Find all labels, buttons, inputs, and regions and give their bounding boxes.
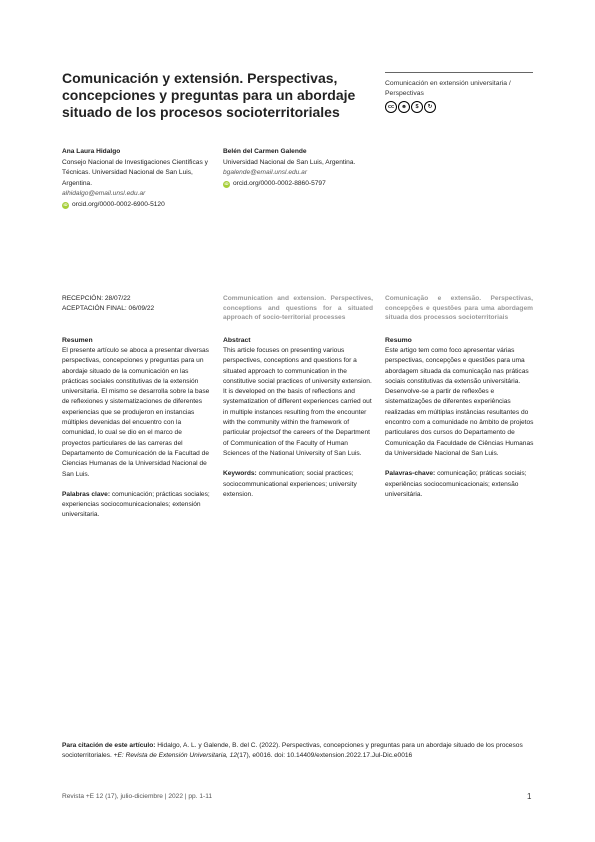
orcid-icon: iD xyxy=(224,180,229,186)
abstract-heading: Resumo xyxy=(385,337,412,344)
by-icon: ☻ xyxy=(398,101,410,113)
received-date: RECEPCIÓN: 28/07/22 xyxy=(62,295,131,302)
abstract-heading: Resumen xyxy=(62,337,93,344)
keywords-text: communication; social practices; sociocommunicational experiences; university extension. xyxy=(223,470,357,498)
portuguese-title: Comunicação e extensão. Perspectivas, concepções e questões para uma abordagem situada dos processos socioterritoriais xyxy=(385,295,533,321)
orcid-link[interactable] xyxy=(62,200,212,211)
abstract-en xyxy=(223,336,375,500)
abstract-text: El presente artículo se aboca a presentar diversas perspectivas, concepciones y preguntas para un abordaje situado de la comunicación en las prácticas sociales constitutivas de la extensión universitaria. El mismo se desarrolla sobre la base de reflexiones y sistematizaciones de diferentes experiencias que se produjeron en instancias múltiples devenidas del encuentro con la comunidad, lo cual se dio en el marco de proyectos particulares de las carreras del Departamento de Comunicación de la Facultad de Ciencias Humanas de la Universidad Nacional de San Luis. xyxy=(62,347,210,478)
keywords xyxy=(223,469,375,500)
keywords-label: Palabras clave: xyxy=(62,490,111,498)
abstract-text: This article focuses on presenting various perspectives, conceptions and questions for a situated approach to communication in the constitutive social practices of university extension. It is developed on the basis of reflections and systematization of different experiences carried out in multiple instances resulting from the encounter with the community within the framework of particular projectsof the careers of the Department of Communication of the Faculty of Human Sciences of the National University of San Luis. xyxy=(223,347,372,457)
abstract-heading: Abstract xyxy=(223,337,251,344)
author-email[interactable]: bgalende@email.unsl.edu.ar xyxy=(223,169,308,177)
orcid-text: orcid.org/0000-0002-6900-5120 xyxy=(72,200,165,208)
license-badges[interactable] xyxy=(385,101,436,113)
author-name: Belén del Carmen Galende xyxy=(223,148,307,155)
citation-text: Hidalgo, A. L. y Galende, B. del C. (2022). Perspectivas, concepciones y preguntas para un abordaje situado de los procesos socioterritoriales. xyxy=(62,742,523,760)
cc-icon: cc xyxy=(385,101,397,113)
orcid-link[interactable] xyxy=(223,179,383,190)
series-divider xyxy=(385,72,533,73)
keywords-text: comunicación; prácticas sociales; experiencias sociocomunicacionales; extensión universitaria. xyxy=(62,490,210,519)
sa-icon: ↻ xyxy=(424,101,436,113)
keywords-label: Palavras-chave: xyxy=(385,470,436,478)
author-affiliation: Consejo Nacional de Investigaciones Científicas y Técnicas. Universidad Nacional de San Luis, Argentina. xyxy=(62,158,208,187)
keywords xyxy=(62,490,212,521)
author-name: Ana Laura Hidalgo xyxy=(62,148,121,155)
citation-doi[interactable]: (17), e0016. doi: 10.14409/extension.2022.17.Jul-Dic.e0016 xyxy=(237,752,413,760)
citation-journal: +E: Revista de Extensión Universitaria, 12 xyxy=(113,752,237,760)
footer-journal-info: Revista +E 12 (17), julio-diciembre | 2022 | pp. 1-11 xyxy=(62,793,213,800)
keywords xyxy=(385,469,535,500)
keywords-label: Keywords: xyxy=(223,470,257,478)
abstract-text: Este artigo tem como foco apresentar várias perspectivas, concepções e questões para uma abordagem situada da comunicação nas práticas sociais constitutivas da extensão universitária. Desenvolve-se a partir de reflexões e sistematizações de diferentes experiências realizadas em múltiplas instâncias resultantes do encontro com a comunidade no âmbito de projetos particulares dos cursos do Departamento de Comunicação da Faculdade de Ciências Humanas da Universidade Nacional de San Luis. xyxy=(385,347,534,457)
nc-icon: $ xyxy=(411,101,423,113)
english-title: Communication and extension. Perspectives, conceptions and questions for a situated approach of socio-territorial processes xyxy=(223,295,373,321)
series-label: Comunicación en extensión universitaria / Perspectivas xyxy=(385,80,511,97)
abstract-pt xyxy=(385,336,535,500)
citation-label: Para citación de este artículo: xyxy=(62,742,156,749)
orcid-icon: iD xyxy=(63,201,68,207)
citation xyxy=(62,741,537,762)
page-number: 1 xyxy=(527,792,532,801)
author-1 xyxy=(62,147,212,211)
accepted-date: ACEPTACIÓN FINAL: 06/09/22 xyxy=(62,304,155,312)
author-2 xyxy=(223,147,383,189)
article-title: Comunicación y extensión. Perspectivas, concepciones y preguntas para un abordaje situado de los procesos socioterritoriales xyxy=(62,70,356,120)
keywords-text: comunicação; práticas sociais; experiências sociocomunicacionais; extensão universitária. xyxy=(385,470,527,498)
author-affiliation: Universidad Nacional de San Luis, Argentina. xyxy=(223,158,356,166)
article-dates xyxy=(62,294,212,313)
abstract-es xyxy=(62,336,212,521)
orcid-text: orcid.org/0000-0002-8860-5797 xyxy=(233,179,326,187)
author-email[interactable]: alhidalgo@email.unsl.edu.ar xyxy=(62,190,146,198)
